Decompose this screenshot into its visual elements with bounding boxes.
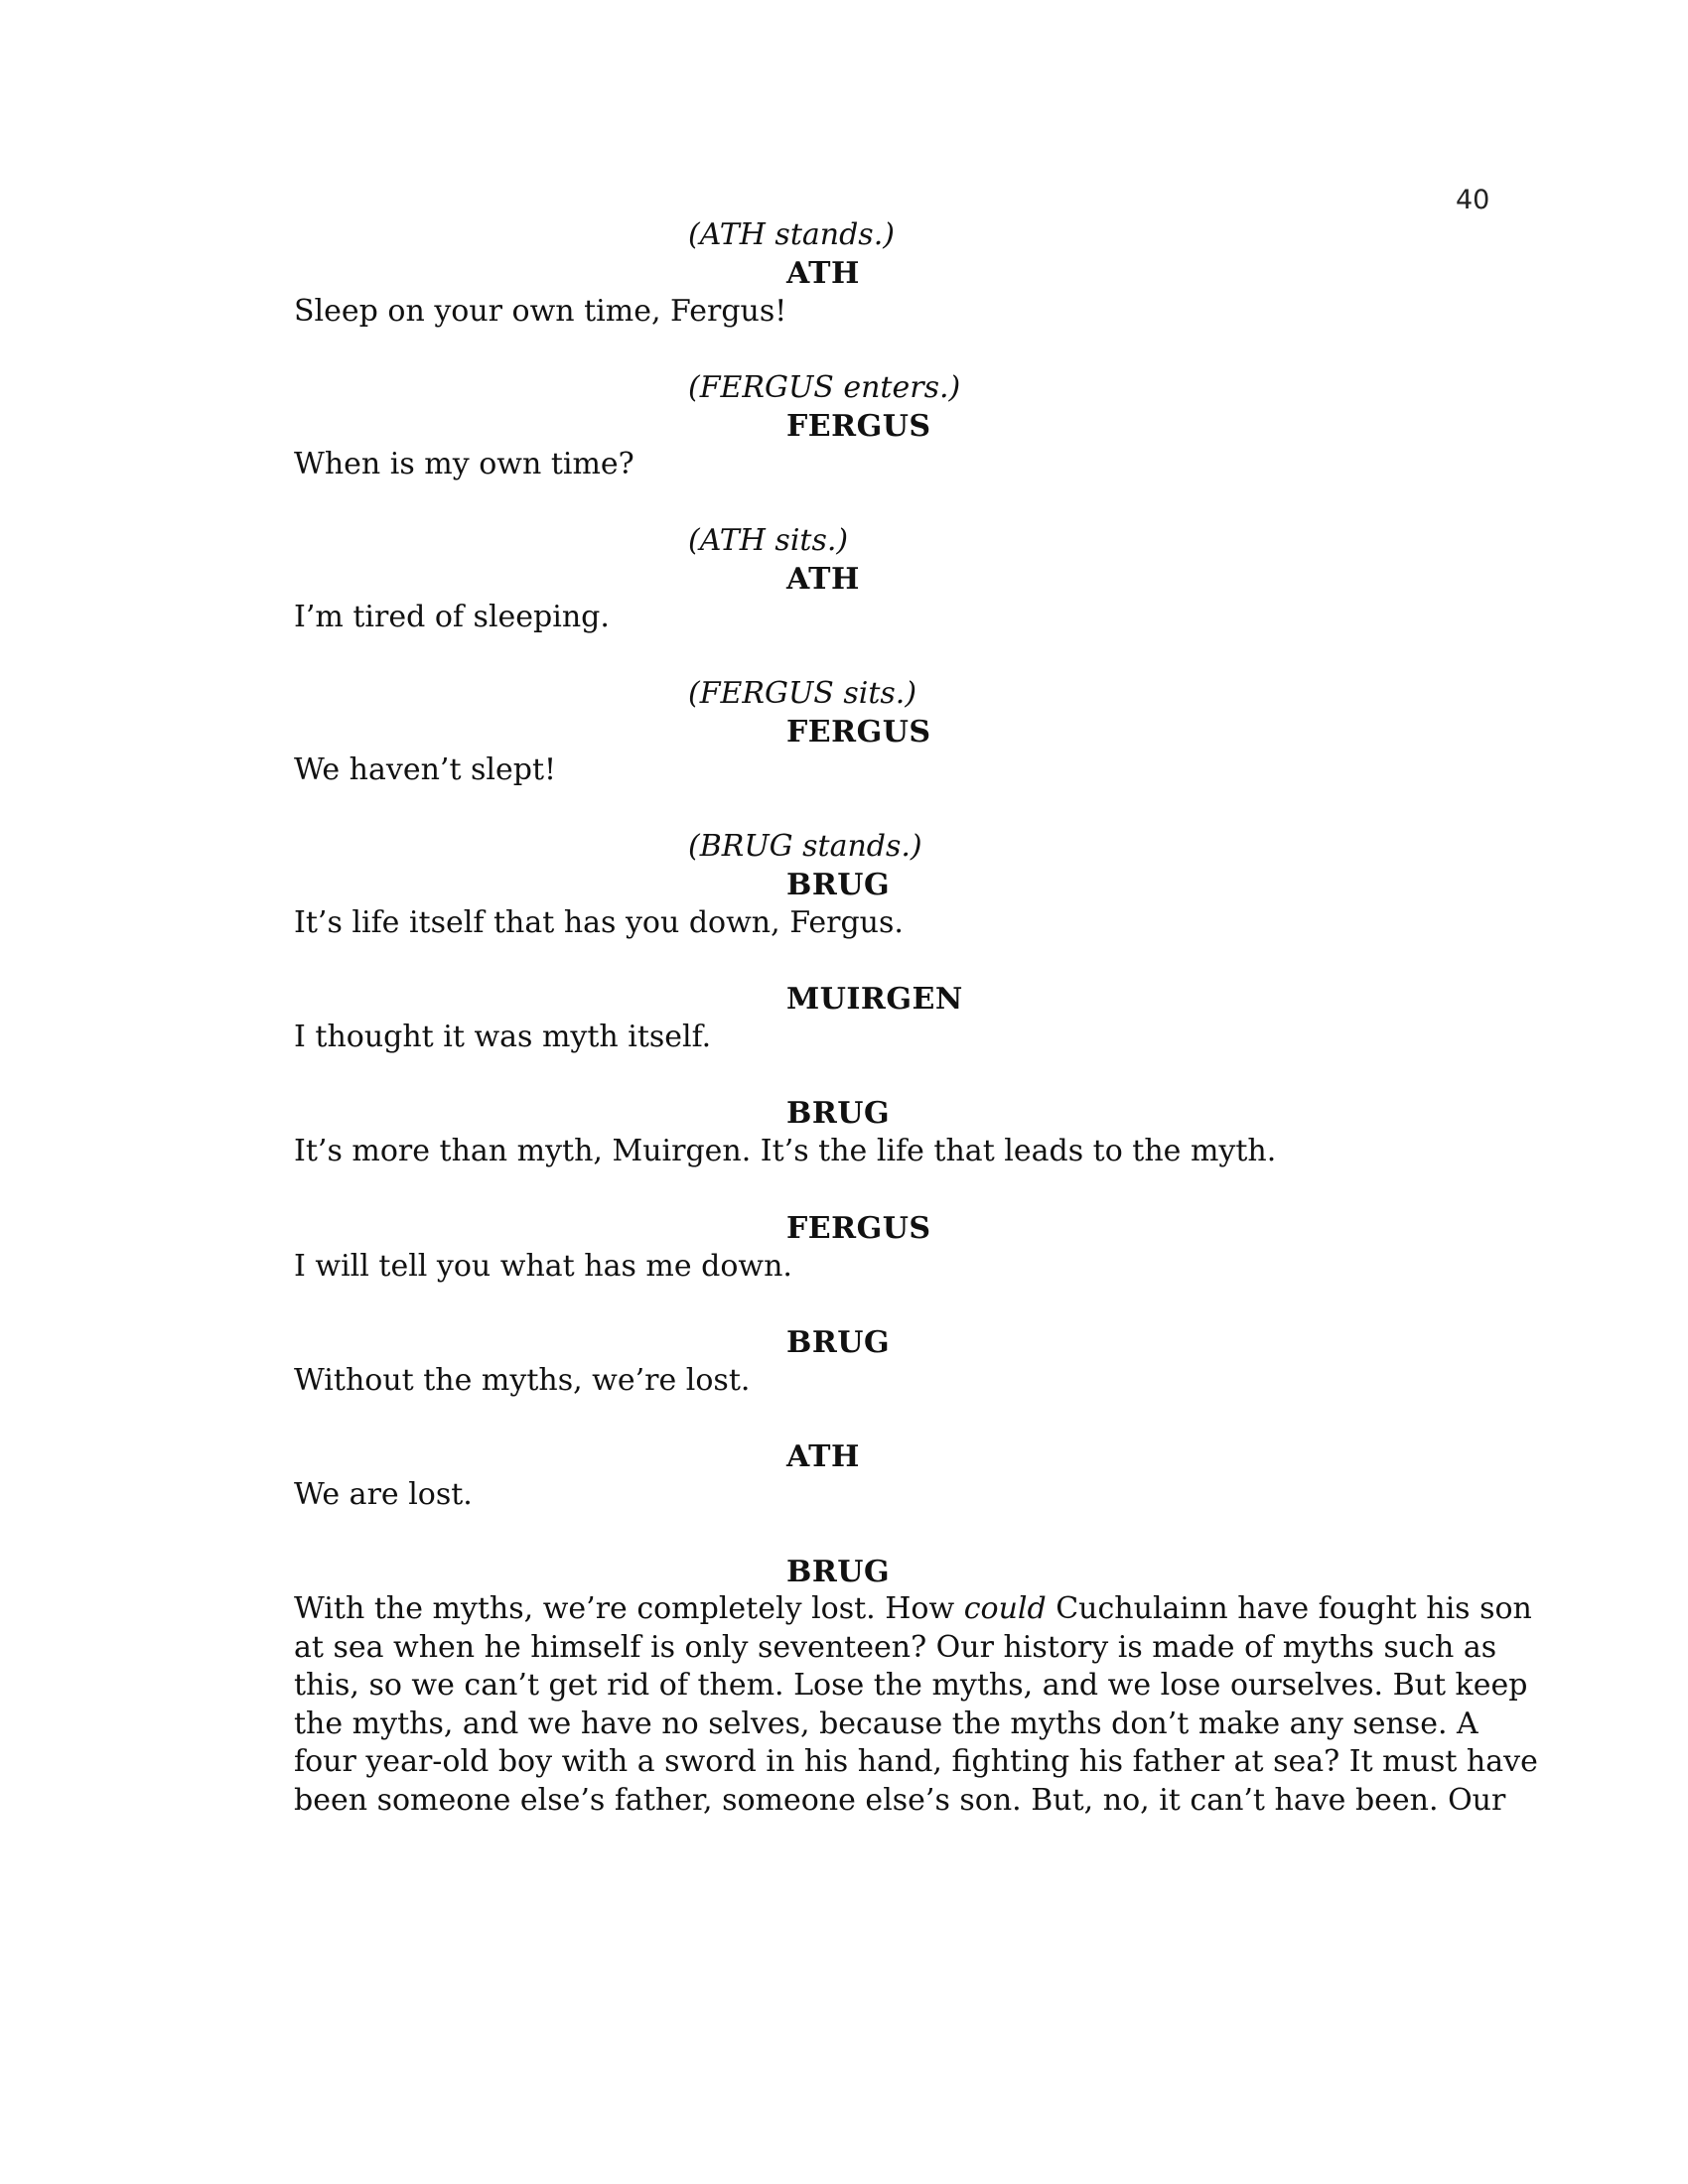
dialogue-line: at sea when he himself is only seventeen? Our history is made of myths such as xyxy=(294,1629,1497,1665)
dialogue-paragraph xyxy=(294,1590,1538,1821)
dialogue-line: the myths, and we have no selves, because the myths don’t make any sense. A xyxy=(294,1706,1478,1741)
character-name: FERGUS xyxy=(786,409,931,444)
dialogue-text: Cuchulainn have fought his son xyxy=(1046,1591,1532,1626)
dialogue-line: It’s more than myth, Muirgen. It’s the life that leads to the myth. xyxy=(294,1134,1277,1168)
character-name: MUIRGEN xyxy=(786,982,963,1017)
dialogue-line: I will tell you what has me down. xyxy=(294,1249,792,1284)
stage-direction: (ATH stands.) xyxy=(688,217,895,252)
stage-direction: (ATH sits.) xyxy=(688,523,849,558)
dialogue-line: We haven’t slept! xyxy=(294,752,557,787)
dialogue-line: Sleep on your own time, Fergus! xyxy=(294,294,787,329)
stage-direction: (BRUG stands.) xyxy=(688,829,922,864)
dialogue-line: been someone else’s father, someone else’s son. But, no, it can’t have been. Our xyxy=(294,1782,1506,1818)
dialogue-line: When is my own time? xyxy=(294,447,634,481)
page-number: 40 xyxy=(1456,185,1490,215)
character-name: BRUG xyxy=(786,868,891,902)
dialogue-line: We are lost. xyxy=(294,1477,473,1512)
character-name: BRUG xyxy=(786,1555,891,1589)
character-name: BRUG xyxy=(786,1096,891,1131)
dialogue-line: four year-old boy with a sword in his hand, fighting his father at sea? It must have xyxy=(294,1744,1538,1780)
dialogue-line: It’s life itself that has you down, Fergus. xyxy=(294,905,904,940)
dialogue-text: With the myths, we’re completely lost. How xyxy=(294,1591,964,1626)
stage-direction: (FERGUS sits.) xyxy=(688,676,917,711)
emphasis-text: could xyxy=(963,1591,1047,1626)
character-name: ATH xyxy=(786,1439,860,1474)
character-name: FERGUS xyxy=(786,1211,931,1246)
character-name: BRUG xyxy=(786,1325,891,1360)
character-name: ATH xyxy=(786,256,860,291)
dialogue-line: this, so we can’t get rid of them. Lose the myths, and we lose ourselves. But keep xyxy=(294,1668,1528,1704)
dialogue-line xyxy=(294,1590,1532,1629)
character-name: ATH xyxy=(786,562,860,597)
character-name: FERGUS xyxy=(786,715,931,750)
dialogue-line: I’m tired of sleeping. xyxy=(294,600,610,634)
dialogue-line: Without the myths, we’re lost. xyxy=(294,1363,751,1398)
dialogue-line: I thought it was myth itself. xyxy=(294,1020,712,1054)
stage-direction: (FERGUS enters.) xyxy=(688,370,961,405)
